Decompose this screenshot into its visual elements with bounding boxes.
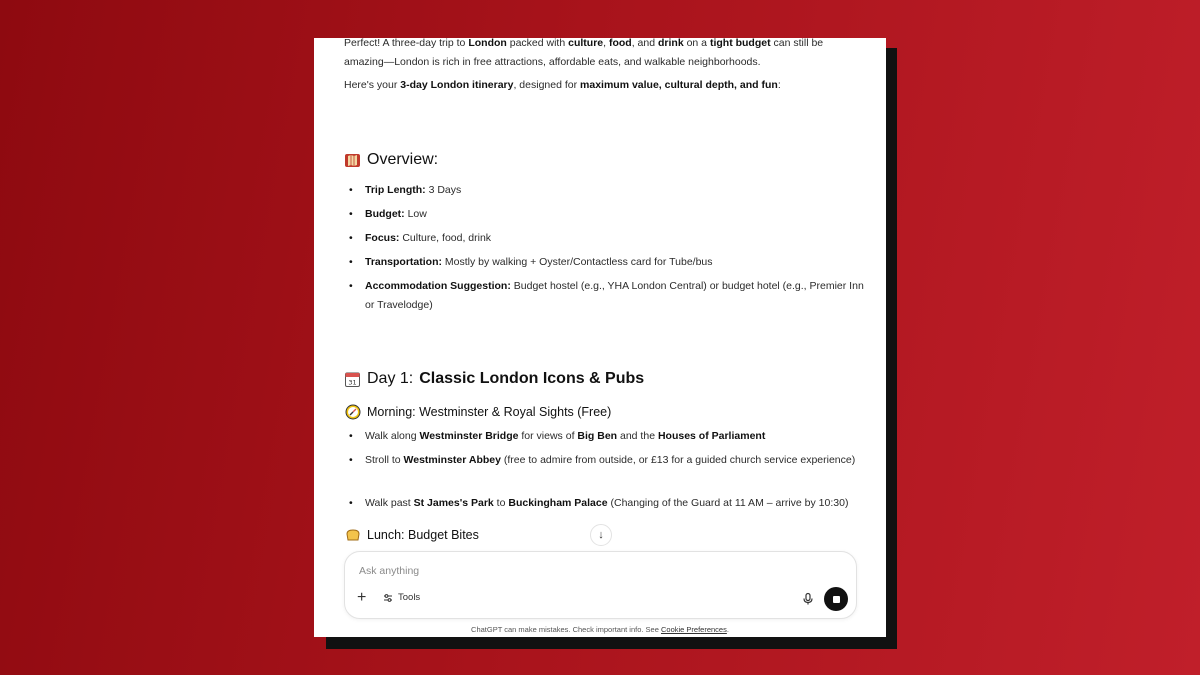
overview-item-accommodation: • Accommodation Suggestion: Budget hostel (e.g., YHA London Central) or budget hotel (e.g., Premier Inn or Travelodge) (347, 277, 870, 314)
tools-button[interactable] (383, 592, 420, 603)
scroll-down-button[interactable] (590, 524, 612, 546)
overview-heading: Overview: (344, 151, 438, 169)
message-composer (344, 551, 857, 619)
morning-item-westminster-abbey: • Stroll to Westminster Abbey (free to admire from outside, or £13 for a guided church service experience) (347, 451, 870, 470)
svg-text:31: 31 (348, 378, 357, 386)
add-attachment-button[interactable]: + (357, 589, 367, 606)
microphone-icon[interactable] (801, 592, 815, 606)
day1-heading: 31 Day 1: Classic London Icons & Pubs (344, 370, 644, 388)
tools-label: Tools (398, 592, 421, 603)
calendar-icon (344, 371, 361, 388)
message-input[interactable] (357, 561, 781, 581)
overview-item-transportation: • Transportation: Mostly by walking + Oyster/Contactless card for Tube/bus (347, 253, 870, 272)
arrow-down-icon: ↓ (598, 529, 604, 541)
morning-item-buckingham-palace: • Walk past St James's Park to Buckingham Palace (Changing of the Guard at 11 AM – arrive by 10:30) (347, 494, 870, 513)
stop-generating-button[interactable] (824, 587, 848, 611)
morning-item-westminster-bridge: • Walk along Westminster Bridge for views of Big Ben and the Houses of Parliament (347, 427, 870, 446)
itinerary-intro: Here's your 3-day London itinerary, designed for maximum value, cultural depth, and fun: (344, 79, 781, 91)
compass-icon (344, 403, 361, 420)
cookie-preferences-link[interactable]: Cookie Preferences (660, 625, 727, 634)
morning-heading: Morning: Westminster & Royal Sights (Free) (344, 403, 611, 420)
overview-item-focus: • Focus: Culture, food, drink (347, 229, 870, 248)
bread-icon (344, 526, 361, 543)
stop-icon (833, 596, 840, 603)
overview-item-budget: • Budget: Low (347, 205, 870, 224)
chat-window (314, 38, 886, 637)
disclaimer-footer: ChatGPT can make mistakes. Check important info. See Cookie Preferences. (471, 625, 729, 634)
overview-item-trip-length: • Trip Length: 3 Days (347, 181, 870, 200)
lunch-heading: Lunch: Budget Bites (344, 526, 479, 543)
map-icon (344, 152, 361, 169)
tools-icon (383, 593, 393, 603)
intro-paragraph: Perfect! A three-day trip to London packed with culture, food, and drink on a tight budget can still be amazing—London is rich in free attractions, affordable eats, and walkable neighborhoods. (344, 38, 824, 68)
